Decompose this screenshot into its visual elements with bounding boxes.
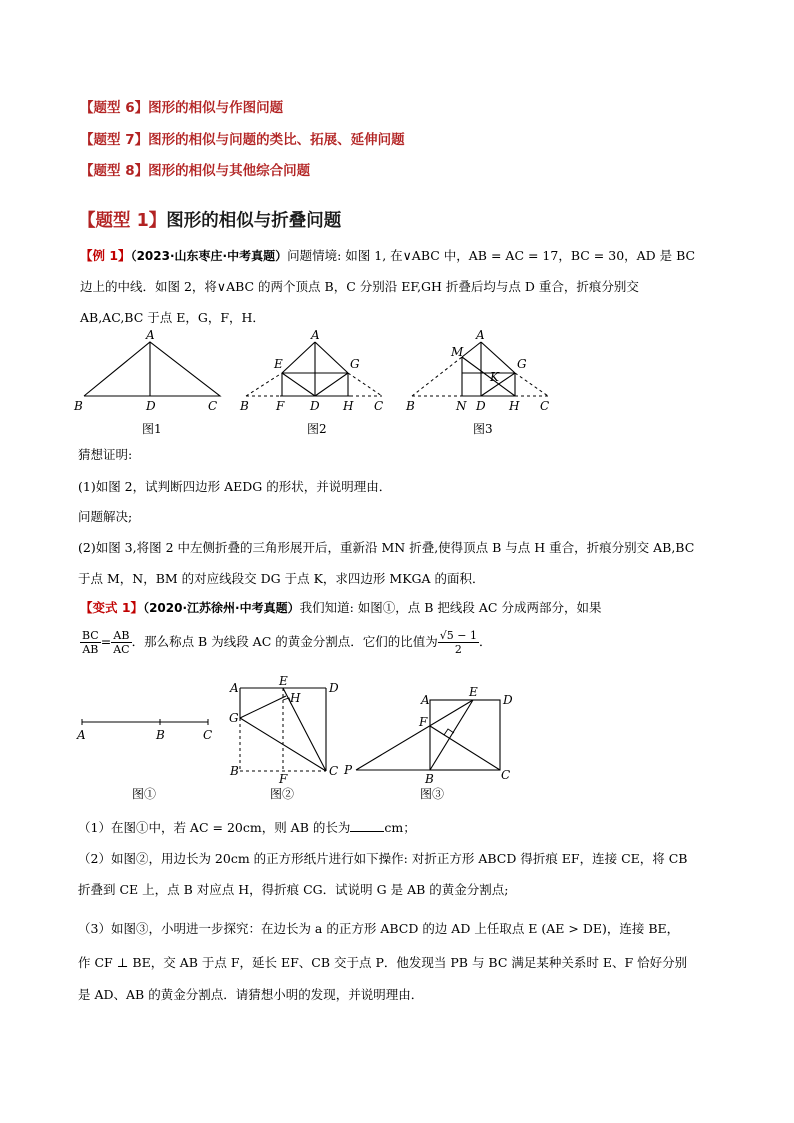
variant1-line1 — [80, 598, 601, 618]
figure-circle-2 — [229, 674, 339, 801]
variant1-q3-line2: 作 CF ⊥ BE，交 AB 于点 F，延长 EF、CB 交于点 P．他发现当 PB 与 BC 满足某种关系时 E、F 恰好分别 — [78, 955, 688, 970]
segment-ma — [462, 342, 481, 357]
example1-q2-line2: 于点 M，N，BM 的对应线段交 DG 于点 K，求四边形 MKGA 的面积． — [78, 571, 485, 586]
label-c: C — [501, 768, 511, 782]
guess-label: 猜想证明: — [78, 447, 133, 462]
toc-item-7[interactable] — [80, 128, 405, 148]
label-g: G — [229, 711, 239, 725]
answer-blank[interactable] — [350, 819, 384, 832]
label-c: C — [208, 399, 218, 413]
segment-ea — [282, 342, 315, 373]
example1-line2: 边上的中线．如图 2，将∨ABC 的两个顶点 B，C 分别沿 EF,GH 折叠后均与点 D 重合，折痕分别交 — [80, 279, 639, 294]
label-b: B — [230, 764, 239, 778]
label-e: E — [469, 685, 478, 699]
section-tag: 【题型 1】 — [78, 211, 167, 231]
variant-text: ．那么称点 B 为线段 AC 的黄金分割点．它们的比值为 — [131, 634, 438, 649]
variant1-q3-line1: （3）如图③，小明进一步探究：在边长为 a 的正方形 ABCD 的边 AD 上任取点 E (AE > DE)，连接 BE， — [78, 921, 680, 936]
label-h: H — [290, 691, 301, 705]
segment-gh — [240, 696, 286, 718]
label-a: A — [476, 330, 485, 342]
dashed-gc — [515, 373, 548, 396]
segment-ed — [282, 373, 315, 396]
square-abcd — [430, 700, 500, 770]
example-text: 问题情境: 如图 1, 在∨ABC 中，AB = AC = 17，BC = 30，AD 是 BC — [287, 248, 696, 263]
figure-1 — [73, 330, 220, 436]
label-g: G — [517, 357, 527, 371]
segment-gd — [315, 373, 348, 396]
label-c: C — [540, 399, 550, 413]
section-text: 图形的相似与折叠问题 — [166, 211, 342, 231]
equals-sign: = — [100, 634, 112, 649]
fraction-numerator: √5 − 1 — [439, 629, 477, 642]
label-d: D — [476, 399, 486, 413]
fraction-bc-ab — [80, 629, 101, 656]
label-n: N — [456, 399, 467, 413]
toc-item-8[interactable] — [80, 159, 310, 179]
caption-fig-circle-2: 图② — [270, 787, 295, 801]
q1-unit: cm； — [384, 820, 416, 835]
label-b: B — [240, 399, 249, 413]
example1-line3: AB,AC,BC 于点 E，G，F，H． — [80, 310, 265, 325]
label-f: F — [419, 715, 428, 729]
label-f: F — [279, 772, 288, 786]
toc-text: 图形的相似与其他综合问题 — [148, 163, 311, 179]
segment-mh — [462, 357, 515, 396]
figure-circle-3 — [343, 685, 513, 801]
example-source: （2023·山东枣庄·中考真题） — [130, 249, 288, 263]
label-b: B — [425, 772, 434, 786]
dashed-bm — [412, 357, 462, 396]
caption-fig3: 图3 — [473, 422, 493, 436]
label-e: E — [279, 674, 288, 688]
variant-text: 我们知道: 如图①，点 B 把线段 AC 分成两部分，如果 — [299, 600, 602, 615]
label-m: M — [451, 345, 464, 359]
label-a: A — [311, 330, 320, 342]
label-b: B — [74, 399, 83, 413]
label-b: B — [406, 399, 415, 413]
variant1-q2-line1: （2）如图②，用边长为 20cm 的正方形纸片进行如下操作: 对折正方形 ABCD 得折痕 EF，连接 CE，将 CB — [78, 851, 688, 866]
toc-text: 图形的相似与问题的类比、拓展、延伸问题 — [148, 132, 405, 148]
label-f: F — [276, 399, 285, 413]
label-d: D — [503, 693, 513, 707]
fraction-numerator: AB — [111, 629, 131, 643]
label-d: D — [146, 399, 156, 413]
segment-be — [430, 700, 473, 770]
segment-pe — [356, 700, 473, 770]
label-a: A — [421, 693, 430, 707]
example1-q2-line1: (2)如图 3,将图 2 中左侧折叠的三角形展开后，重新沿 MN 折叠,使得顶点 B 与点 H 重合，折痕分别交 AB,BC — [78, 540, 695, 555]
example-tag: 【例 1】 — [80, 248, 131, 263]
label-g: G — [350, 357, 360, 371]
variant1-q2-line2: 折叠到 CE 上，点 B 对应点 H，得折痕 CG．试说明 G 是 AB 的黄金分割点; — [78, 882, 509, 897]
label-d: D — [329, 681, 339, 695]
label-k: K — [490, 370, 499, 384]
fraction-numerator: BC — [82, 629, 99, 642]
variant1-q1 — [78, 818, 416, 838]
variant-tag: 【变式 1】 — [80, 600, 144, 615]
dashed-be — [246, 373, 282, 396]
label-b: B — [156, 728, 165, 742]
label-h: H — [343, 399, 354, 413]
fraction-ab-ac — [111, 629, 131, 656]
caption-fig-circle-3: 图③ — [420, 787, 445, 801]
golden-figures — [70, 672, 550, 807]
segment-cf — [430, 726, 500, 770]
label-a: A — [230, 681, 239, 695]
q1-text: （1）在图①中，若 AC = 20cm，则 AB 的长为 — [78, 820, 351, 835]
period: ． — [478, 634, 492, 649]
segment-ag — [315, 342, 348, 373]
label-e: E — [274, 357, 283, 371]
fraction-denominator: 2 — [454, 643, 462, 656]
dashed-gc — [348, 373, 382, 396]
caption-fig-circle-1: 图① — [132, 787, 157, 801]
fraction-denominator: AB — [82, 643, 99, 656]
label-d: D — [310, 399, 320, 413]
fraction-golden-ratio — [438, 629, 479, 656]
toc-tag: 【题型 7】 — [80, 132, 149, 148]
label-c: C — [329, 764, 339, 778]
toc-tag: 【题型 6】 — [80, 100, 149, 116]
segment-ag — [481, 342, 515, 373]
figure-3 — [405, 330, 549, 436]
section-title — [78, 207, 341, 232]
toc-text: 图形的相似与作图问题 — [148, 100, 284, 116]
toc-item-6[interactable] — [80, 96, 283, 116]
variant-source: （2020·江苏徐州·中考真题） — [143, 601, 300, 615]
label-a: A — [146, 330, 155, 342]
label-p: P — [344, 763, 353, 777]
fold-figures — [70, 330, 560, 440]
example1-line1 — [80, 246, 695, 266]
caption-fig1: 图1 — [142, 422, 162, 436]
label-a: A — [77, 728, 86, 742]
figure-2 — [239, 330, 383, 436]
variant1-q3-line3: 是 AD、AB 的黄金分割点．请猜想小明的发现，并说明理由． — [78, 987, 424, 1002]
variant1-line2 — [80, 627, 491, 657]
figure-circle-1 — [76, 719, 212, 801]
label-h: H — [509, 399, 520, 413]
caption-fig2: 图2 — [307, 422, 327, 436]
triangle-abc — [84, 342, 220, 396]
toc-tag: 【题型 8】 — [80, 163, 149, 179]
label-c: C — [203, 728, 213, 742]
fraction-denominator: AC — [113, 643, 130, 656]
solve-label: 问题解决; — [78, 509, 133, 524]
label-c: C — [374, 399, 384, 413]
example1-q1: (1)如图 2，试判断四边形 AEDG 的形状，并说明理由． — [78, 479, 392, 494]
